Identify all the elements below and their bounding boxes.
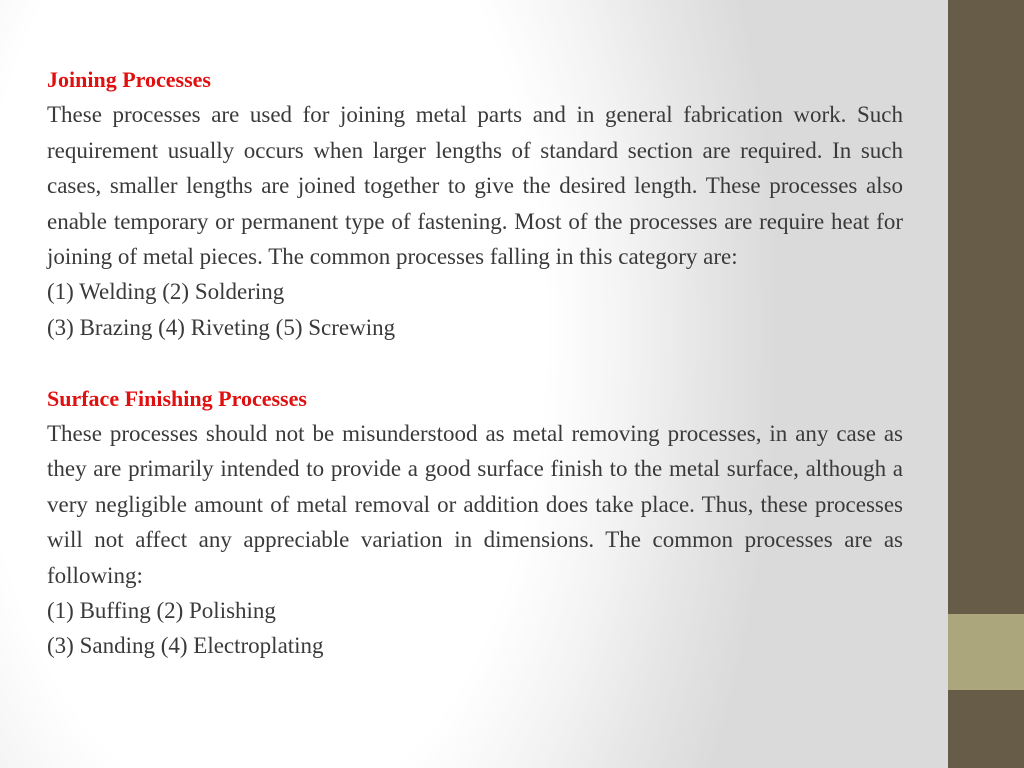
- decorative-sidebar: [948, 0, 1024, 768]
- section-spacer: [47, 345, 903, 380]
- process-list-line: (3) Brazing (4) Riveting (5) Screwing: [47, 314, 396, 340]
- process-list-line: (1) Buffing (2) Polishing: [47, 598, 276, 624]
- section-joining-processes: [47, 62, 903, 345]
- section-body: These processes are used for joining metal parts and in general fabrication work. Such requirement usually occurs when larger lengths of standard section are required. In such cases, smaller lengths are joined together to give the desired length. These processes also enable temporary or permanent type of fastening. Most of the processes are require heat for joining of metal pieces. The common processes falling in this category are:: [47, 102, 903, 270]
- section-heading: Joining Processes: [47, 67, 211, 92]
- section-heading: Surface Finishing Processes: [47, 385, 307, 411]
- slide-content: [47, 62, 903, 664]
- section-body: These processes should not be misunderstood as metal removing processes, in any case as they are primarily intended to provide a good surface finish to the metal surface, although a very negligible amount of metal removal or addition does take place. Thus, these processes will not affect any appreciable variation in dimensions. The common processes are as following:: [47, 421, 903, 588]
- section-surface-finishing-processes: [47, 381, 903, 664]
- sidebar-accent-block: [948, 614, 1024, 690]
- process-list-line: (1) Welding (2) Soldering: [47, 279, 285, 305]
- process-list-line: (3) Sanding (4) Electroplating: [47, 633, 324, 659]
